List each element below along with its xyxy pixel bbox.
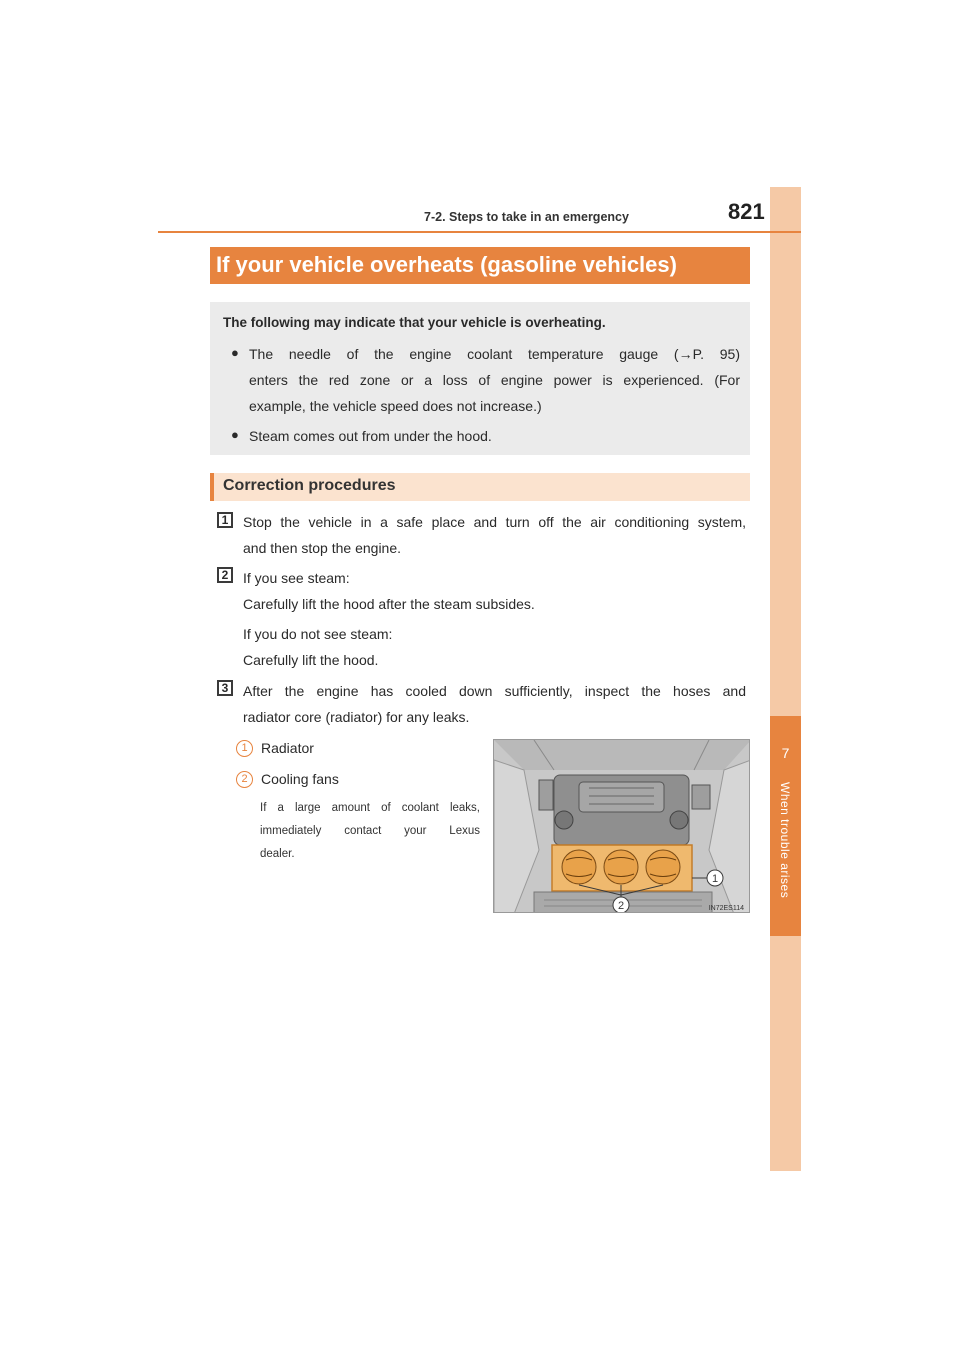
step-text: and then stop the engine. — [243, 540, 402, 556]
figure-code: IN72ES114 — [708, 905, 744, 912]
figure-callout-number: 1 — [711, 873, 719, 885]
engine-bay-drawing — [494, 740, 750, 913]
step-number-badge: 2 — [217, 567, 233, 583]
note-text: immediately contact your Lexus — [260, 825, 480, 837]
section-header: 7-2. Steps to take in an emergency — [424, 210, 629, 224]
callout-label: Radiator — [261, 740, 314, 756]
subheading: Correction procedures — [223, 477, 396, 494]
note-text: dealer. — [260, 848, 295, 860]
intro-lead: The following may indicate that your vehicle is overheating. — [223, 315, 606, 330]
chapter-side-tab — [770, 187, 801, 1171]
step-number-badge: 1 — [217, 512, 233, 528]
step-text: radiator core (radiator) for any leaks. — [243, 709, 470, 725]
page-title: If your vehicle overheats (gasoline vehicles) — [216, 252, 677, 277]
chapter-title: When trouble arises — [778, 782, 792, 899]
page-number: 821 — [728, 199, 765, 224]
step-text: Stop the vehicle in a safe place and turn off the air conditioning system, — [243, 514, 746, 530]
callout-number: 2 — [236, 771, 253, 788]
intro-bullet-line: example, the vehicle speed does not increase.) — [249, 398, 542, 414]
callout-label: Cooling fans — [261, 771, 339, 787]
callout-number: 1 — [236, 740, 253, 757]
bullet-icon: ● — [231, 427, 239, 442]
intro-bullet-line: enters the red zone or a loss of engine power is experienced. (For — [249, 372, 740, 388]
intro-bullet-line: Steam comes out from under the hood. — [249, 428, 492, 444]
step-number-badge: 3 — [217, 680, 233, 696]
note-text: If a large amount of coolant leaks, — [260, 802, 480, 814]
step-text: Carefully lift the hood after the steam subsides. — [243, 596, 535, 612]
intro-bullet-line: The needle of the engine coolant temperature gauge (→P. 95) — [249, 346, 740, 362]
step-text: If you see steam: — [243, 570, 350, 586]
bullet-icon: ● — [231, 345, 239, 360]
figure-callout-number: 2 — [617, 900, 625, 912]
chapter-number: 7 — [781, 745, 790, 761]
step-text: If you do not see steam: — [243, 626, 393, 642]
step-text: Carefully lift the hood. — [243, 652, 379, 668]
step-text: After the engine has cooled down sufficiently, inspect the hoses and — [243, 683, 746, 699]
header-rule — [158, 231, 801, 233]
engine-bay-illustration — [493, 739, 750, 913]
